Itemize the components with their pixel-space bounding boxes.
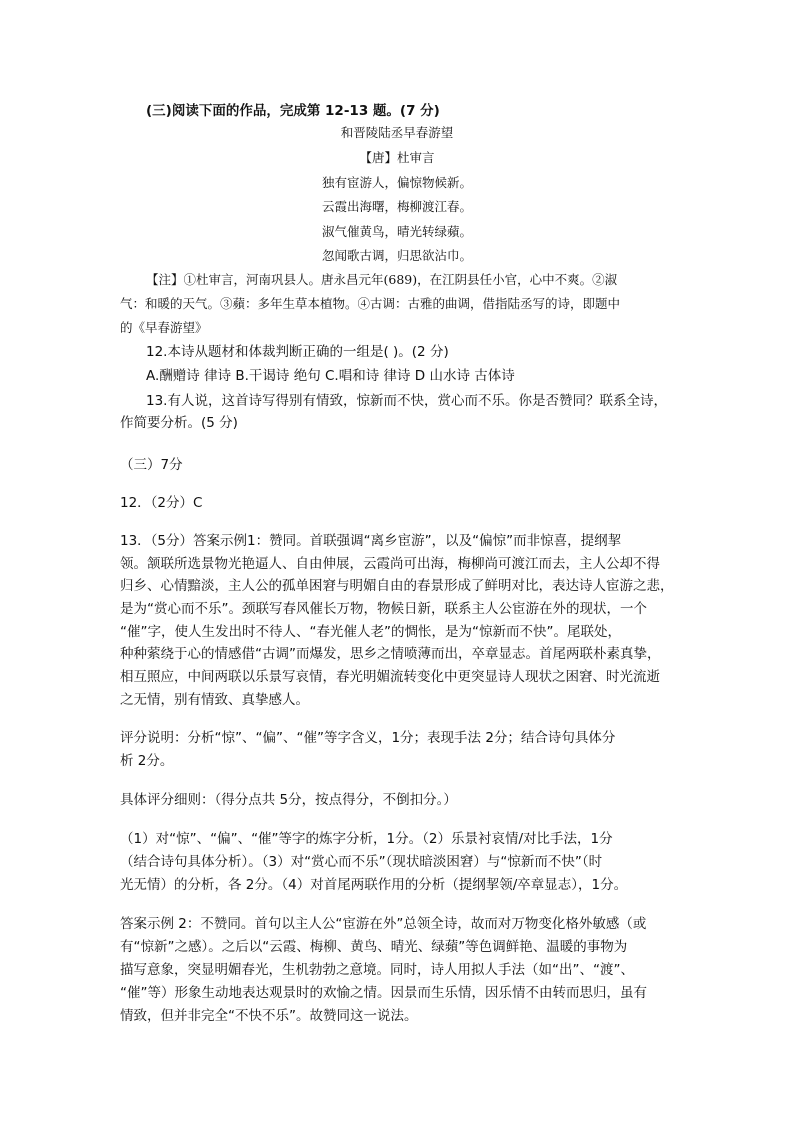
note-line: 【注】①杜审言，河南巩县人。唐永昌元年(689)，在江阴县任小官，心中不爽。②淑 (146, 272, 618, 287)
scoring-note: 析 2分。 (120, 753, 174, 769)
detail-heading: 具体评分细则：（得分点共 5分，按点得分，不倒扣分。） (120, 792, 457, 808)
poem-line: 独有宦游人，偏惊物候新。 (321, 175, 472, 190)
question-12-stem: 12.本诗从题材和体裁判断正确的一组是( )。(2 分) (146, 344, 449, 360)
note-line: 气：和暖的天气。③蘋：多年生草本植物。④古调：古雅的曲调，借指陆丞写的诗，即题中 (120, 296, 621, 311)
answer-13-line: 是为“赏心而不乐”。颈联写春风催长万物，物候日新，联系主人公宦游在外的现状，一个 (120, 601, 647, 617)
example-2-line: “催”等）形象生动地表达观景时的欢愉之情。因景而生乐情，因乐情不由转而思归，虽有 (120, 985, 647, 1001)
question-13-text: 作简要分析。(5 分) (120, 415, 238, 431)
poem-line: 淑气催黄鸟，晴光转绿蘋。 (321, 224, 472, 239)
answer-13-line: 领。颔联所选景物光艳逼人、自由伸展，云霞尚可出海，梅柳尚可渡江而去，主人公却不得 (120, 556, 660, 572)
poem-line: 忽闻歌古调，归思欲沾巾。 (321, 248, 472, 263)
question-12-options: A.酬赠诗 律诗 B.干谒诗 绝句 C.唱和诗 律诗 D 山水诗 古体诗 (146, 368, 515, 384)
note-line: 的《早春游望》 (120, 320, 208, 335)
poem-author: 【唐】杜审言 (359, 150, 435, 165)
answer-12: 12．（2分）C (120, 495, 203, 511)
answer-13-line: 之无情，别有情致、真挚感人。 (120, 692, 309, 708)
answer-13-line: “催”字，使人生发出时不待人、“春光催人老”的惆怅，是为“惊新而不快”。尾联处， (120, 624, 621, 640)
scoring-note: 评分说明：分析“惊”、“偏”、“催”等字含义，1分；表现手法 2分；结合诗句具体分 (120, 730, 616, 746)
example-2-line: 情致，但并非完全“不快不乐”。故赞同这一说法。 (120, 1008, 418, 1024)
example-2-line: 有“惊新”之感）。之后以“云霞、梅柳、黄鸟、晴光、绿蘋”等色调鲜艳、温暖的事物为 (120, 939, 628, 955)
section-heading: (三)阅读下面的作品，完成第 12-13 题。(7 分) (146, 103, 440, 119)
detail-line: 光无情）的分析，各 2分。（4）对首尾两联作用的分析（提纲挈领/卒章显志），1分。 (120, 877, 628, 893)
detail-line: （1）对“惊”、“偏”、“催”等字的炼字分析，1分。（2）乐景衬哀情/对比手法，1分 (120, 831, 613, 847)
example-2-line: 描写意象，突显明媚春光，生机勃勃之意境。同时，诗人用拟人手法（如“出”、“渡”、 (120, 962, 634, 978)
answer-13-line: 种种萦绕于心的情感借“古调”而爆发，思乡之情喷薄而出，卒章显志。首尾两联朴素真挚， (120, 646, 661, 662)
question-13-text: 13.有人说，这首诗写得别有情致，惊新而不快，赏心而不乐。你是否赞同？联系全诗， (146, 393, 667, 409)
poem-title: 和晋陵陆丞早春游望 (340, 125, 454, 140)
answer-13-line: 归乡、心情黯淡，主人公的孤单困窘与明媚自由的春景形成了鲜明对比，表达诗人宦游之悲， (120, 578, 674, 594)
detail-line: （结合诗句具体分析）。（3）对“赏心而不乐”（现状暗淡困窘）与“惊新而不快”（时 (120, 854, 603, 870)
answer-13-line: 相互照应，中间两联以乐景写哀情，春光明媚流转变化中更突显诗人现状之困窘、时光流逝 (120, 669, 660, 685)
answer-13-line: 13．（5分）答案示例1：赞同。首联强调“离乡宦游”，以及“偏惊”而非惊喜，提纲挈 (120, 533, 622, 549)
example-2-line: 答案示例 2：不赞同。首句以主人公“宦游在外”总领全诗，故而对万物变化格外敏感（或 (120, 916, 647, 932)
poem-line: 云霞出海曙，梅柳渡江春。 (321, 199, 472, 214)
answer-total: （三）7分 (120, 457, 183, 473)
